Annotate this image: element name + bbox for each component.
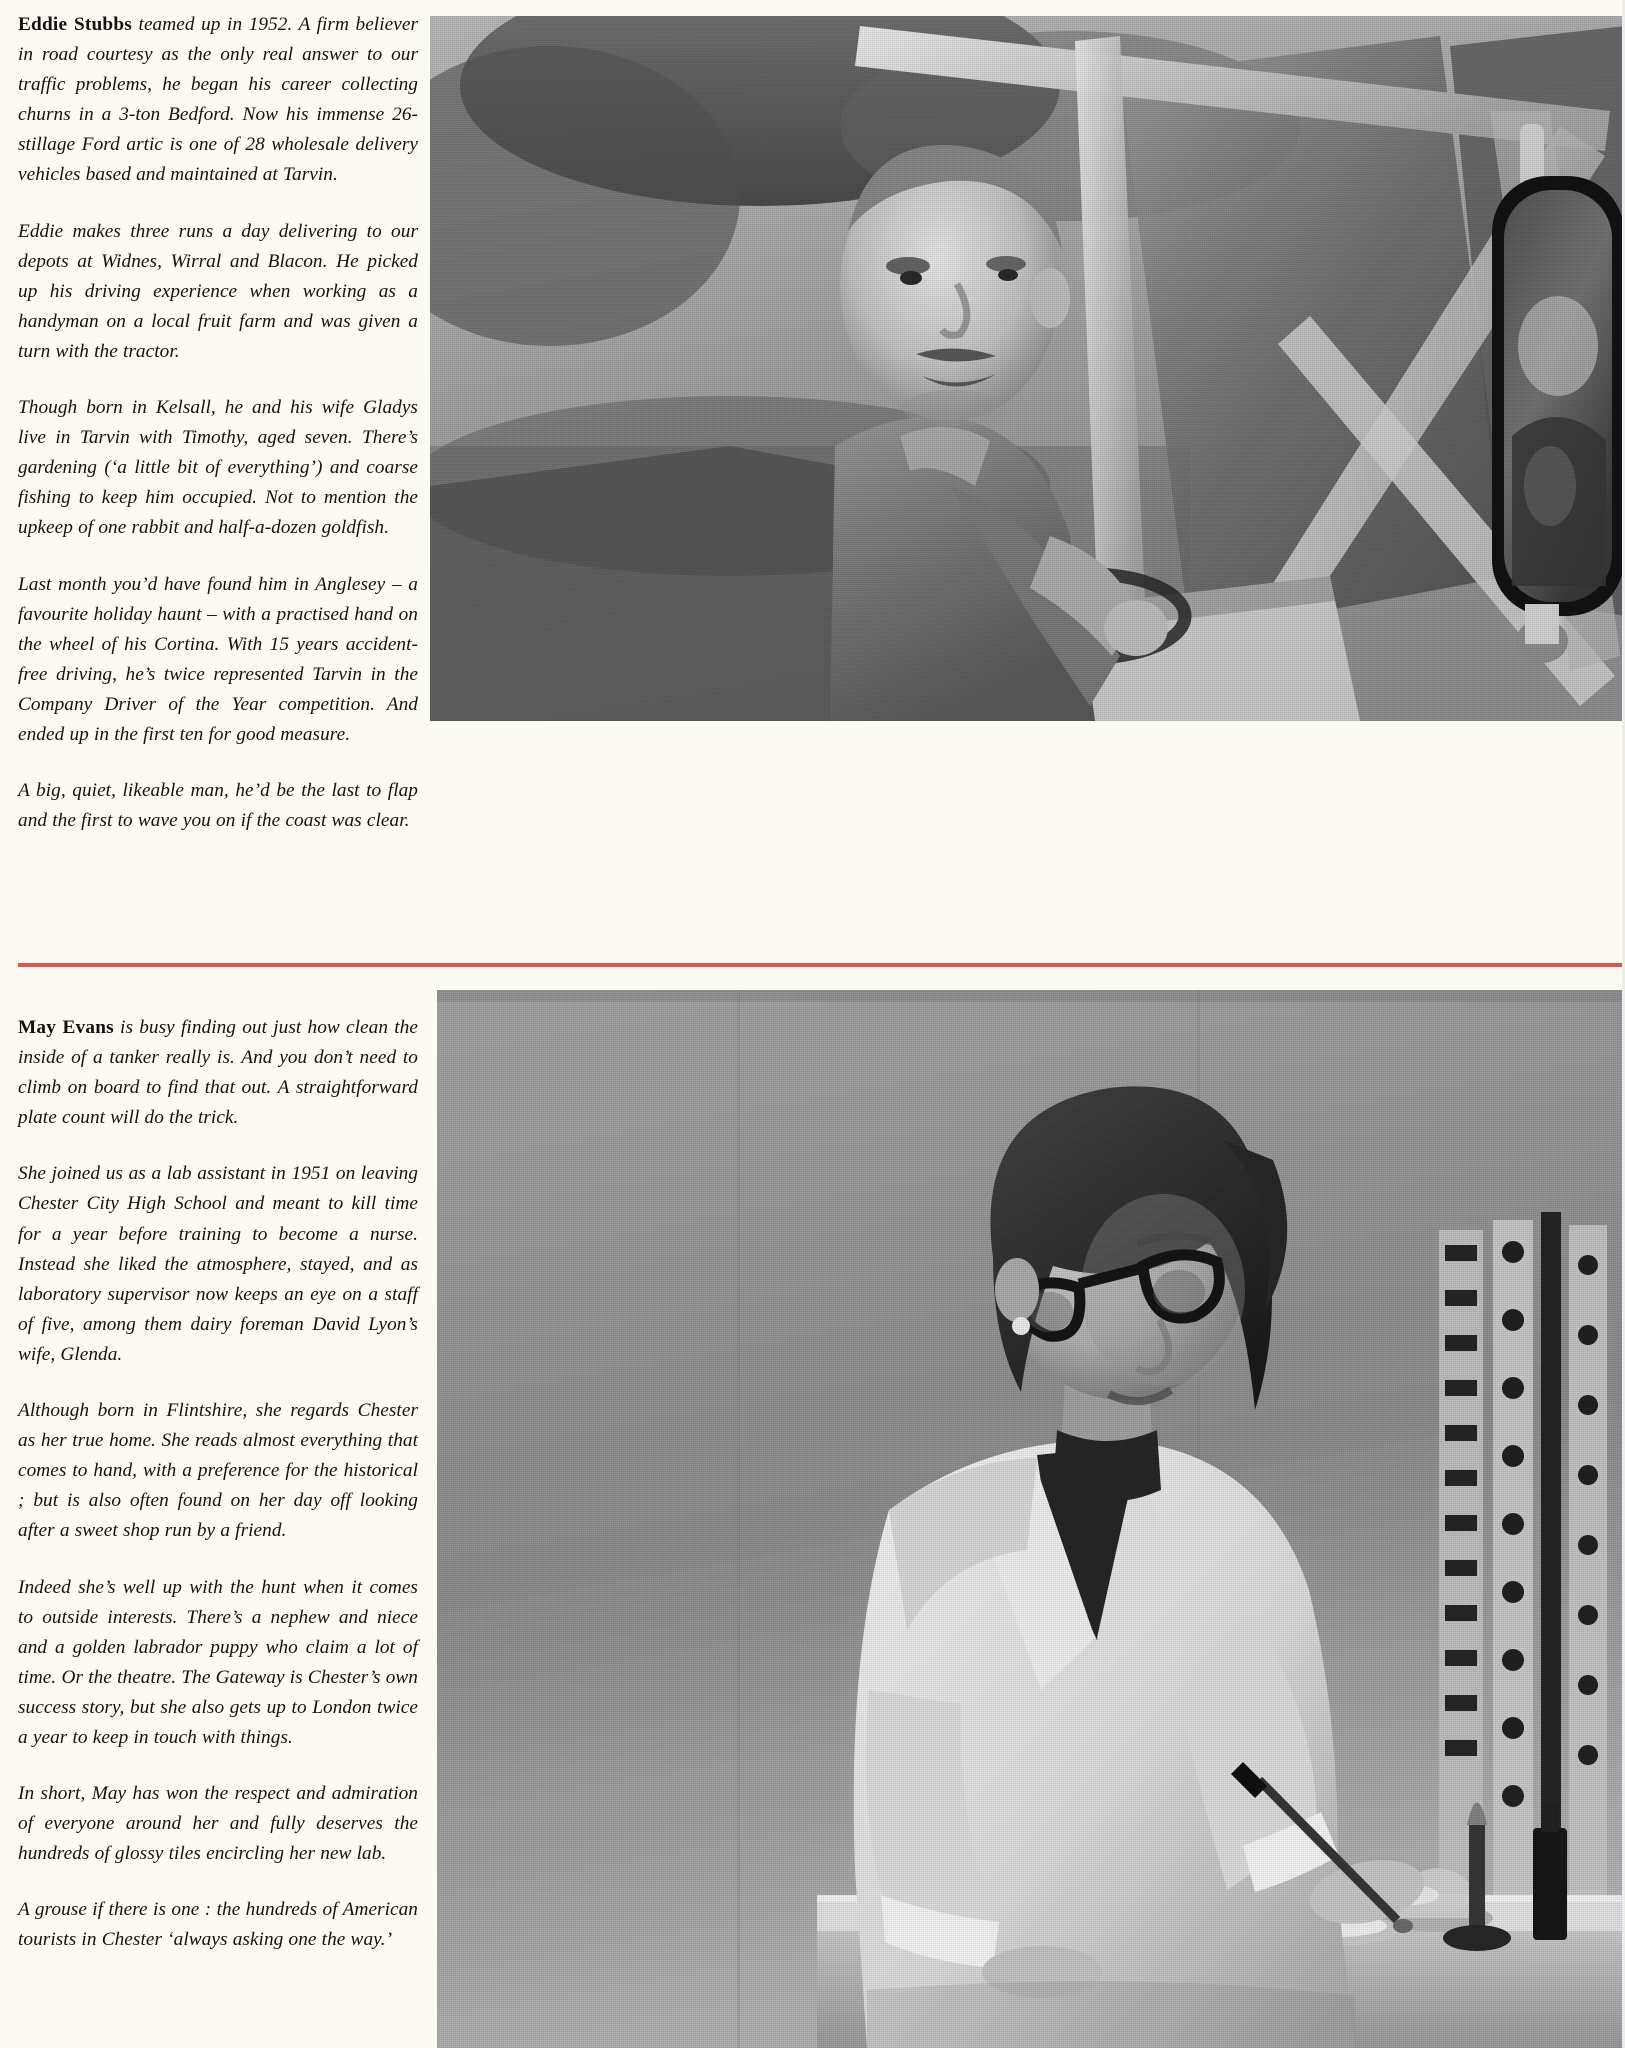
paragraph-text: Last month you’d have found him in Anglesey – a favourite holiday haunt – with a practised hand on the wheel of his Cortina. With 15 years accident-free driving, he’s twice represented Tarvin in the Company Driver of the Year competition. And ended up in the first ten for good measure. [18,573,418,745]
paragraph-text: teamed up in 1952. A firm believer in road courtesy as the only real answer to our traffic problems, he began his career collecting churns in a 3-ton Bedford. Now his immense 26-stillage Ford artic is one of 28 wholesale delivery vehicles based and maintained at Tarvin. [18,14,419,186]
paragraph-text: Indeed she’s well up with the hunt when it comes to outside interests. There’s a nephew and niece and a golden labrador puppy who claim a lot of time. Or the theatre. The Gateway is Chester’s own success story, but she also gets up to London twice a year to keep in touch with things. [18,1576,418,1748]
paragraph-text: Although born in Flintshire, she regards Chester as her true home. She reads almost everything that comes to hand, with a preference for the historical ; but is also often found on her day off looking after a sweet shop run by a friend. [18,1400,418,1542]
photo-lorry-driver-in-cab [430,16,1625,721]
paragraph-text: A grouse if there is one : the hundreds of American tourists in Chester ‘always asking one the way.’ [18,1899,418,1951]
paragraph-intro [18,10,418,191]
paragraph-intro [18,1013,418,1133]
text-column-eddie [18,10,418,836]
text-column-may [18,1013,418,1956]
paragraph-text: Though born in Kelsall, he and his wife Gladys live in Tarvin with Timothy, aged seven. There’s gardening (‘a little bit of everything’) and coarse fishing to keep him occupied. Not to mention the upkeep of one rabbit and half-a-dozen goldfish. [18,397,418,539]
profile-section-eddie-stubbs [0,0,1625,965]
lead-name-may-evans: May Evans [18,1017,114,1038]
paragraph-text: She joined us as a lab assistant in 1951 on leaving Chester City High School and meant to kill time for a year before training to become a nurse. Instead she liked the atmosphere, stayed, and as laboratory supervisor now keeps an eye on a staff of five, among them dairy foreman David Lyon’s wife, Glenda. [18,1163,418,1365]
profile-section-may-evans [0,990,1625,2048]
paragraph-text: Eddie makes three runs a day delivering to our depots at Widnes, Wirral and Blacon. He picked up his driving experience when working as a handyman on a local fruit farm and was given a turn with the tractor. [18,220,418,362]
photo-laboratory-technician [437,990,1625,2048]
section-divider-rule [18,963,1625,967]
paragraph-text: A big, quiet, likeable man, he’d be the last to flap and the first to wave you on if the coast was clear. [18,780,418,832]
paragraph-text: In short, May has won the respect and admiration of everyone around her and fully deserves the hundreds of glossy tiles encircling her new lab. [18,1783,418,1865]
paragraph-text: is busy finding out just how clean the inside of a tanker really is. And you don’t need to climb on board to find that out. A straightforward plate count will do the trick. [18,1017,418,1129]
lead-name-eddie-stubbs: Eddie Stubbs [18,14,132,35]
